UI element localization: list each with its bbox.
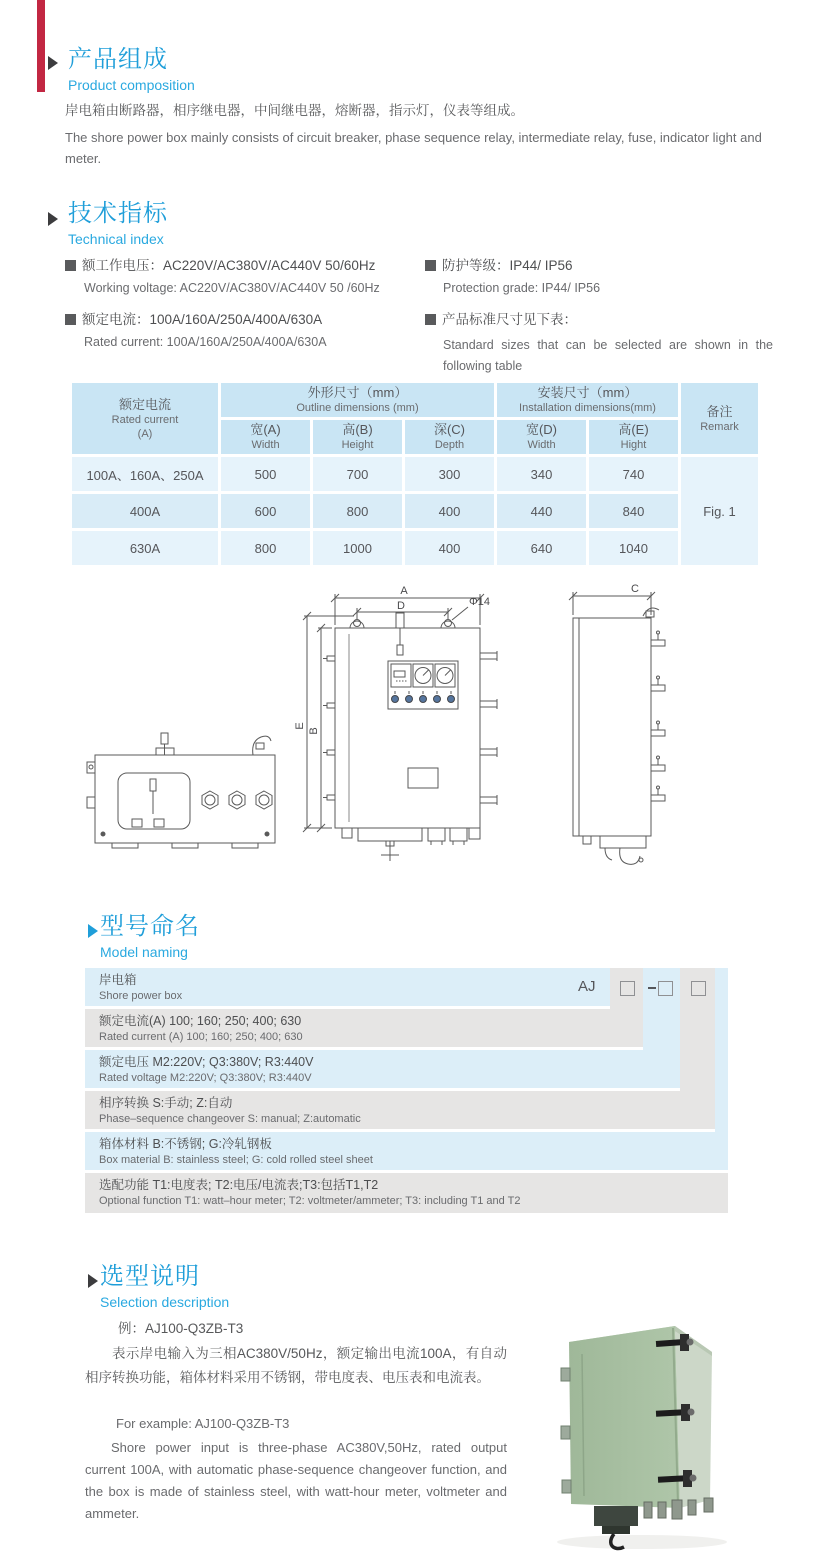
tech-item-sizes-en: Standard sizes that can be selected are shown in the following table — [443, 338, 773, 373]
col-header-width-d: 宽(D) Width — [497, 420, 586, 454]
col-header-depth-c: 深(C) Depth — [405, 420, 494, 454]
section-arrow-icon — [48, 212, 58, 226]
remark-figure: Fig. 1 — [681, 457, 758, 565]
model-code-prefix: AJ — [578, 978, 596, 995]
tech-item-voltage-en: Working voltage: AC220V/AC380V/AC440V 50 /60Hz — [84, 281, 380, 295]
selection-example-zh: 例：AJ100-Q3ZB-T3 — [118, 1321, 244, 1336]
selection-body-en: Shore power input is three-phase AC380V,50Hz, rated output current 100A, with automatic phase-sequence changeover function, and the box is made of stainless steel, with watt-hour meter, voltmeter and ammeter. — [85, 1440, 507, 1521]
dim-label-e: E — [294, 722, 306, 730]
technical-drawing — [60, 583, 770, 895]
product-photo — [532, 1290, 802, 1568]
tech-item-protection-en: Protection grade: IP44/ IP56 — [443, 281, 601, 295]
section-arrow-icon — [88, 1274, 98, 1288]
section-title-model: 型号命名 — [100, 913, 200, 940]
col-header-width-a: 宽(A) Width — [221, 420, 310, 454]
ladder-row-shore-power-box: 岸电箱 Shore power box — [85, 968, 610, 1006]
dim-label-phi14: Φ14 — [469, 596, 491, 608]
bullet-square-icon — [65, 260, 76, 271]
section-subtitle-composition: Product composition — [68, 77, 195, 93]
section-arrow-icon — [88, 924, 98, 938]
section-title-composition: 产品组成 — [68, 46, 168, 73]
bullet-square-icon — [425, 314, 436, 325]
section-title-technical: 技术指标 — [68, 200, 168, 227]
dim-label-c: C — [631, 583, 639, 595]
col-header-height-b: 高(B) Height — [313, 420, 402, 454]
col-group-outline: 外形尺寸（mm） Outline dimensions (mm) — [221, 383, 494, 417]
ladder-row-box-material: 箱体材料 B:不锈钢; G:冷轧钢板 Box material B: stainless steel; G: cold rolled steel sheet — [85, 1132, 728, 1170]
tech-item-current-en: Rated current: 100A/160A/250A/400A/630A — [84, 335, 327, 349]
tech-item-current: 额定电流：100A/160A/250A/400A/630A — [65, 308, 322, 328]
composition-body-en: The shore power box mainly consists of circuit breaker, phase sequence relay, intermediate relay, fuse, indicator light and meter. — [65, 130, 762, 166]
dimension-table — [69, 380, 761, 568]
col-header-remark: 备注 Remark — [681, 383, 758, 454]
dim-label-a: A — [400, 585, 408, 597]
section-arrow-icon — [48, 56, 58, 70]
dim-label-b: B — [308, 727, 320, 735]
section-subtitle-selection: Selection description — [100, 1294, 230, 1310]
selection-body-zh: 表示岸电输入为三相AC380V/50Hz，额定输出电流100A，有自动相序转换功能，箱体材料采用不锈钢，带电度表、电压表和电流表。 — [85, 1346, 507, 1385]
model-code-box-phase — [691, 979, 706, 996]
table-row: 630A 800 1000 400 640 1040 — [72, 531, 758, 565]
selection-example-en: For example: AJ100-Q3ZB-T3 — [116, 1416, 290, 1431]
ladder-row-rated-voltage: 额定电压 M2:220V; Q3:380V; R3:440V Rated voltage M2:220V; Q3:380V; R3:440V — [85, 1050, 680, 1088]
section-subtitle-model: Model naming — [100, 944, 188, 960]
bullet-square-icon — [65, 314, 76, 325]
col-group-installation: 安装尺寸（mm） Installation dimensions(mm) — [497, 383, 678, 417]
bullet-square-icon — [425, 260, 436, 271]
section-subtitle-technical: Technical index — [68, 231, 164, 247]
table-row: 100A、160A、250A 500 700 300 340 740 Fig. 1 — [72, 457, 758, 491]
col-header-rated-current: 额定电流 Rated current (A) — [72, 383, 218, 454]
ladder-row-rated-current: 额定电流(A) 100; 160; 250; 400; 630 Rated current (A) 100; 160; 250; 400; 630 — [85, 1009, 643, 1047]
section-title-selection: 选型说明 — [100, 1263, 200, 1290]
tech-item-protection: 防护等级：IP44/ IP56 — [425, 254, 573, 274]
page-corner-accent — [37, 0, 45, 92]
model-code-box-current — [620, 979, 635, 996]
model-naming-ladder — [85, 968, 728, 1213]
composition-body-zh: 岸电箱由断路器，相序继电器，中间继电器，熔断器，指示灯，仪表等组成。 — [65, 103, 524, 118]
table-row: 400A 600 800 400 440 840 — [72, 494, 758, 528]
ladder-row-phase-changeover: 相序转换 S:手动; Z:自动 Phase–sequence changeover S: manual; Z:automatic — [85, 1091, 715, 1129]
col-header-hight-e: 高(E) Hight — [589, 420, 678, 454]
dim-label-d: D — [397, 600, 405, 612]
ladder-row-optional-function: 选配功能 T1:电度表; T2:电压/电流表;T3:包括T1,T2 Optional function T1: watt–hour meter; T2: voltmeter/ammeter; T3: including T1 and T2 — [85, 1173, 728, 1213]
model-code-dash-box-voltage — [648, 979, 673, 996]
tech-item-voltage: 额工作电压：AC220V/AC380V/AC440V 50/60Hz — [65, 254, 375, 274]
tech-item-sizes: 产品标准尺寸见下表： — [425, 308, 577, 328]
